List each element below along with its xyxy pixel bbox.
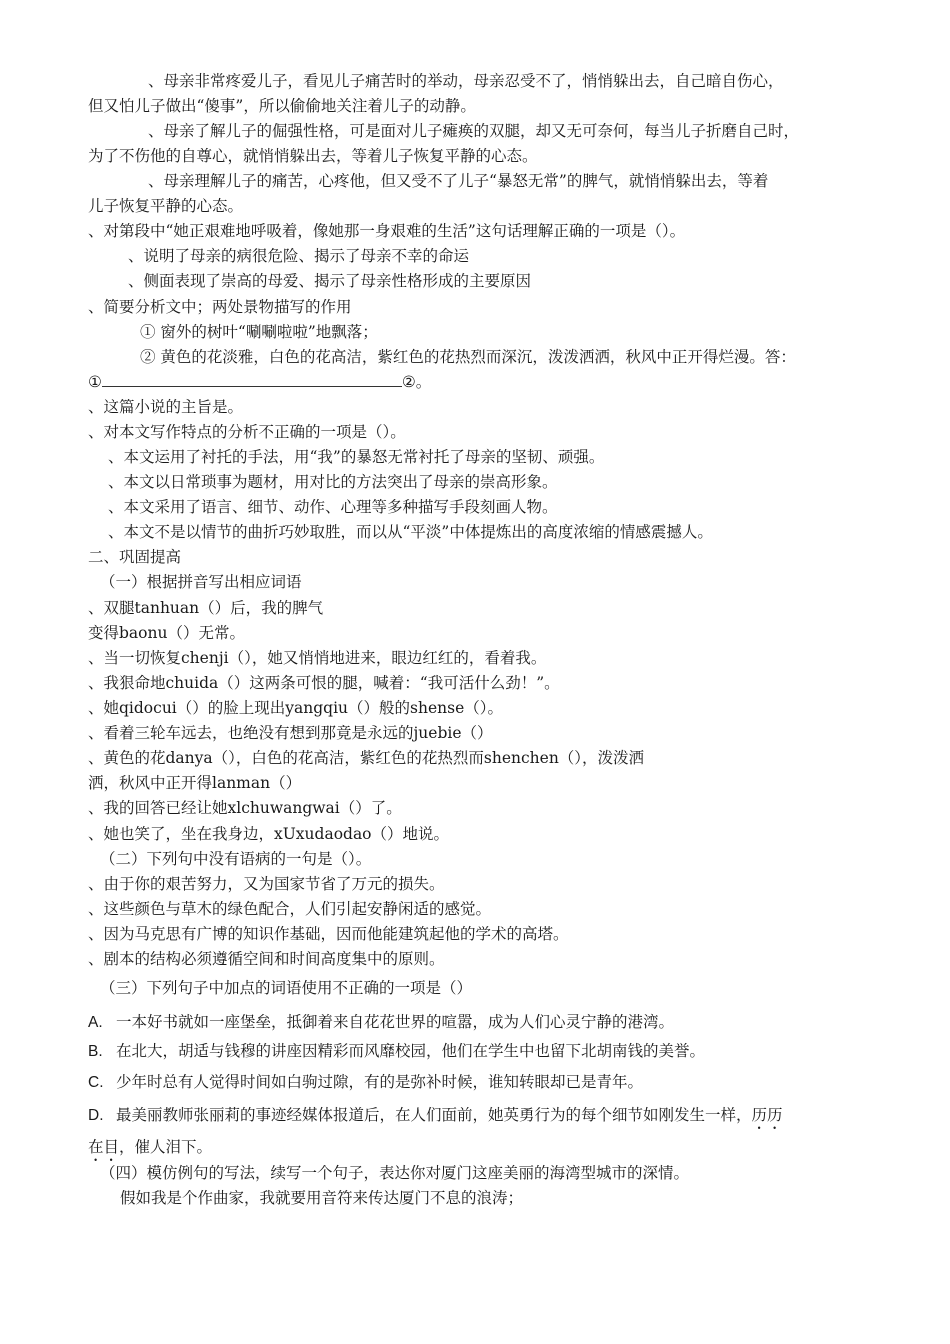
- option-label-c: C.: [88, 1074, 104, 1091]
- word-usage-option-c: [88, 1071, 643, 1094]
- pinyin-item-1b: 变得baonu（）无常。: [88, 624, 245, 642]
- grammar-option-d: 、剧本的结构必须遵循空间和时间高度集中的原则。: [88, 950, 445, 968]
- subsection-3-title: （三）下列句子中加点的词语使用不正确的一项是（）: [100, 979, 473, 997]
- pinyin-item-8: 、她也笑了，坐在我身边，xUxudaodao（）地说。: [88, 825, 450, 843]
- option-e-line2: 儿子恢复平静的心态。: [88, 197, 244, 215]
- option-text-b: 在北大，胡适与钱穆的讲座因精彩而风靡校园，他们在学生中也留下北胡南钱的美誉。: [116, 1042, 706, 1060]
- pinyin-item-5: 、看着三轮车远去，也绝没有想到那竟是永远的juebie（）: [88, 724, 493, 742]
- dotted-word-1: 历历: [751, 1106, 783, 1124]
- option-label-b: B.: [88, 1043, 103, 1060]
- question-writing-option-c: 、本文采用了语言、细节、动作、心理等多种描写手段刻画人物。: [108, 498, 558, 516]
- option-label-a: A.: [88, 1014, 103, 1031]
- option-d-line2: 为了不伤他的自尊心，就悄悄躲出去，等着儿子恢复平静的心态。: [88, 147, 538, 165]
- word-usage-option-d-cont: [88, 1136, 212, 1165]
- section-heading: 二、巩固提高: [88, 548, 182, 566]
- question-writing-option-b: 、本文以日常琐事为题材，用对比的方法突出了母亲的崇高形象。: [108, 473, 558, 491]
- grammar-option-c: 、因为马克思有广博的知识作基础，因而他能建筑起他的学术的高塔。: [88, 925, 569, 943]
- grammar-option-a: 、由于你的艰苦努力，又为国家节省了万元的损失。: [88, 875, 445, 893]
- option-label-d: D.: [88, 1107, 104, 1124]
- pinyin-item-1a: 、双腿tanhuan（）后，我的脾气: [88, 599, 324, 617]
- answer-blank-line: [88, 371, 431, 393]
- question-theme: 、这篇小说的主旨是。: [88, 398, 244, 416]
- option-c-line1: 、母亲非常疼爱儿子，看见儿子痛苦时的举动，母亲忍受不了，悄悄躲出去，自己暗自伤心，: [148, 72, 784, 90]
- question-writing-option-d: 、本文不是以情节的曲折巧妙取胜，而以从“平淡”中体提炼出的高度浓缩的情感震撼人。: [108, 523, 713, 541]
- question-breath-option-b: 、侧面表现了崇高的母爱、揭示了母亲性格形成的主要原因: [128, 272, 532, 290]
- question-breath: 、对第段中“她正艰难地呼吸着，像她那一身艰难的生活”这句话理解正确的一项是（）。: [88, 222, 686, 240]
- word-usage-option-a: [88, 1011, 674, 1034]
- pinyin-item-2: 、当一切恢复chenji（），她又悄悄地进来，眼边红红的，看着我。: [88, 649, 547, 667]
- question-writing-option-a: 、本文运用了衬托的手法，用“我”的暴怒无常衬托了母亲的坚韧、顽强。: [108, 448, 605, 466]
- question-scenery-item-2: ② 黄色的花淡雅，白色的花高洁，紫红色的花热烈而深沉，泼泼洒洒，秋风中正开得烂漫。答：: [140, 348, 796, 366]
- answer-blank-1[interactable]: [102, 372, 402, 387]
- word-usage-option-d: [88, 1104, 783, 1133]
- option-text-d-part1: 最美丽教师张丽莉的事迹经媒体报道后，在人们面前，她英勇行为的每个细节如刚发生一样，: [116, 1106, 752, 1124]
- option-c-line2: 但又怕儿子做出“傻事”，所以偷偷地关注着儿子的动静。: [88, 97, 476, 115]
- subsection-1-title: （一）根据拼音写出相应词语: [100, 573, 302, 591]
- dotted-word-2: 在目: [88, 1138, 120, 1156]
- option-e-line1: 、母亲理解儿子的痛苦，心疼他，但又受不了儿子“暴怒无常”的脾气，就悄悄躲出去，等着: [148, 172, 769, 190]
- answer-mark-2: ②。: [401, 373, 432, 391]
- option-text-c: 少年时总有人觉得时间如白驹过隙，有的是弥补时候，谁知转眼却已是青年。: [116, 1073, 644, 1091]
- pinyin-item-6a: 、黄色的花danya（），白色的花高洁，紫红色的花热烈而shenchen（），泼泼洒: [88, 749, 645, 767]
- subsection-2-title: （二）下列句中没有语病的一句是（）。: [100, 850, 372, 868]
- question-writing: 、对本文写作特点的分析不正确的一项是（）。: [88, 423, 406, 441]
- answer-mark-1: ①: [88, 373, 102, 391]
- question-scenery-item-1: ① 窗外的树叶“唰唰啦啦”地飘落；: [140, 323, 378, 341]
- word-usage-option-b: [88, 1040, 705, 1063]
- option-d-line1: 、母亲了解儿子的倔强性格，可是面对儿子瘫痪的双腿，却又无可奈何，每当儿子折磨自己时，: [148, 122, 800, 140]
- pinyin-item-6b: 洒，秋风中正开得lanman（）: [88, 774, 302, 792]
- question-scenery: 、简要分析文中；两处景物描写的作用: [88, 298, 352, 316]
- pinyin-item-4: 、她qidocui（）的脸上现出yangqiu（）般的shense（）。: [88, 699, 503, 717]
- pinyin-item-3: 、我狠命地chuida（）这两条可恨的腿，喊着：“我可活什么劲！”。: [88, 674, 560, 692]
- pinyin-item-7: 、我的回答已经让她xlchuwangwai（）了。: [88, 799, 402, 817]
- option-text-d-part2: ，催人泪下。: [119, 1138, 213, 1156]
- subsection-4-title: （四）模仿例句的写法，续写一个句子，表达你对厦门这座美丽的海湾型城市的深情。: [100, 1164, 690, 1182]
- grammar-option-b: 、这些颜色与草木的绿色配合，人们引起安静闲适的感觉。: [88, 900, 492, 918]
- example-sentence: 假如我是个作曲家，我就要用音符来传达厦门不息的浪涛；: [120, 1189, 524, 1207]
- option-text-a: 一本好书就如一座堡垒，抵御着来自花花世界的喧嚣，成为人们心灵宁静的港湾。: [116, 1013, 675, 1031]
- question-breath-option-a: 、说明了母亲的病很危险、揭示了母亲不幸的命运: [128, 247, 470, 265]
